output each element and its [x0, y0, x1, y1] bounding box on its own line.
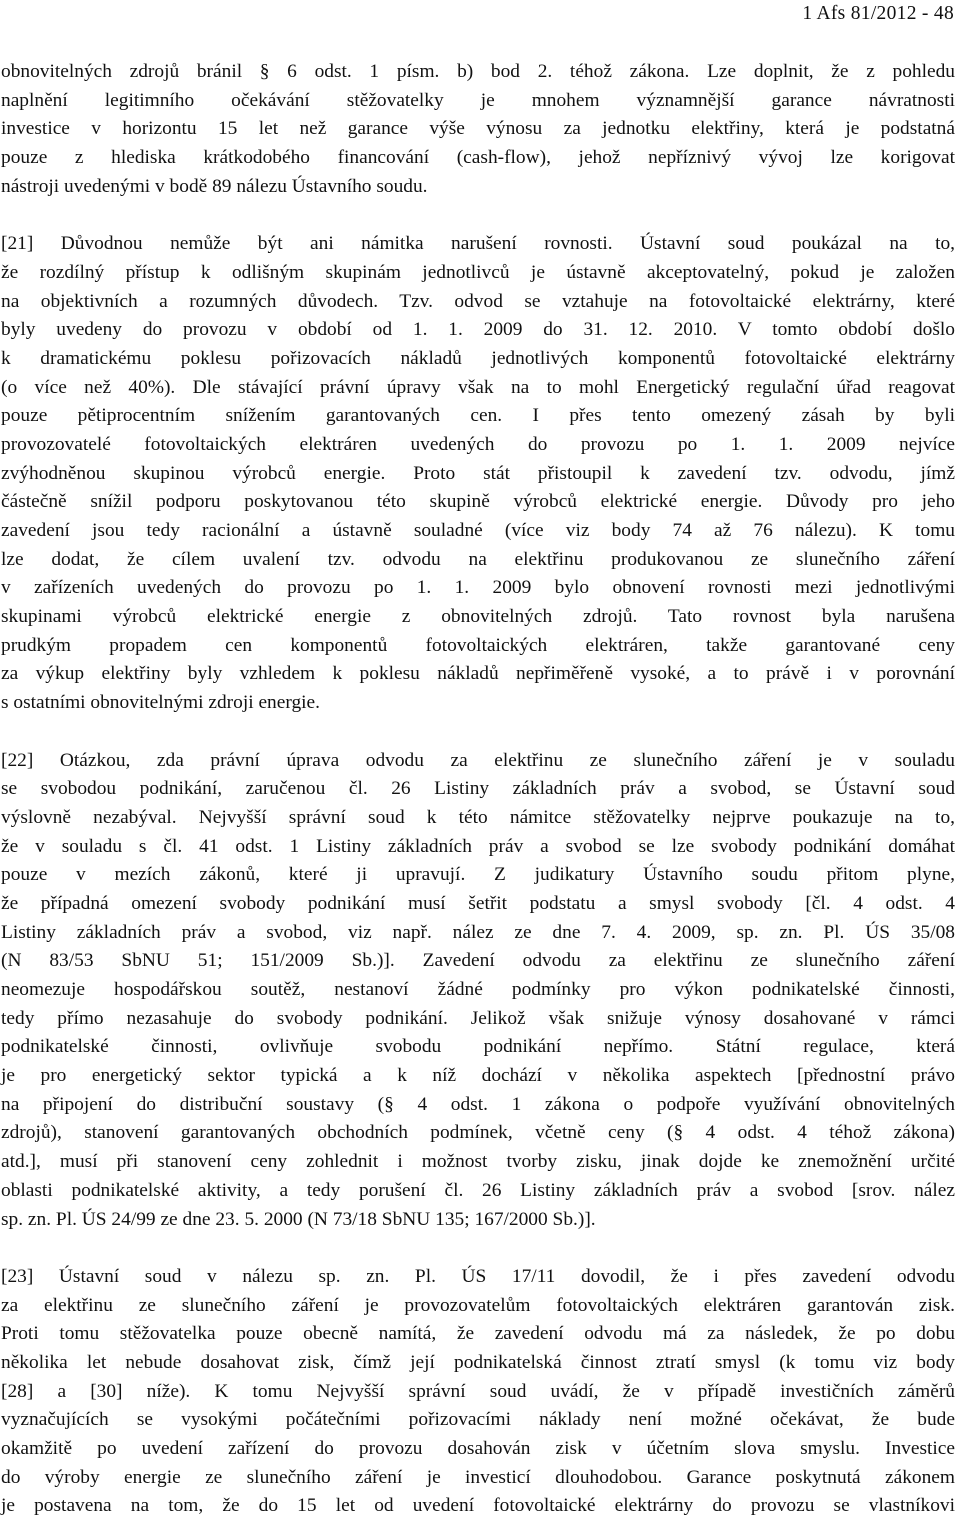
- text-line: je pro energetický sektor typická a k níž dochází v několika aspektech [přednostní právo: [1, 1065, 955, 1087]
- text-line: byly uvedeny do provozu v období od 1. 1. 2009 do 31. 12. 2010. V tomto období došlo: [1, 319, 955, 341]
- text-line: částečně snížil podporu poskytovanou této skupině výrobců elektrické energie. Důvody pro jeho: [1, 491, 955, 513]
- text-line: s ostatními obnovitelnými zdroji energie.: [1, 692, 320, 714]
- text-line: [21] Důvodnou nemůže být ani námitka narušení rovnosti. Ústavní soud poukázal na to,: [1, 233, 955, 255]
- text-line: tedy přímo nezasahuje do svobody podnikání. Jelikož však snižuje výnosy dosahované v rámci: [1, 1007, 955, 1029]
- text-line: k dramatickému poklesu pořizovacích nákladů jednotlivých komponentů fotovoltaické elektrárny: [1, 347, 955, 369]
- text-line: obnovitelných zdrojů bránil § 6 odst. 1 písm. b) bod 2. téhož zákona. Lze doplnit, že z pohledu: [1, 61, 955, 82]
- text-line: zavedení jsou tedy racionální a ústavně souladné (více viz body 74 až 76 nálezu). K tomu: [1, 520, 955, 541]
- paragraph-gap: [1, 1234, 955, 1263]
- text-line: [28] a [30] níže). K tomu Nejvyšší správní soud uvádí, že v případě investičních záměrů: [1, 1380, 955, 1402]
- text-line: provozovatelé fotovoltaických elektráren uvedených do provozu po 1. 1. 2009 nejvíce: [1, 433, 955, 455]
- text-line: za elektřinu ze slunečního záření je provozovatelům fotovoltaických elektráren garantován zisk.: [1, 1294, 955, 1316]
- text-line: Listiny základních práv a svobod, viz např. nález ze dne 7. 4. 2009, sp. zn. Pl. ÚS 35/08: [1, 921, 955, 943]
- text-line: skupinami výrobců elektrické energie z obnovitelných zdrojů. Tato rovnost byla narušena: [1, 606, 955, 628]
- text-line: pouze z hlediska krátkodobého financování (cash-flow), jehož nepříznivý vývoj lze korigovat: [1, 147, 955, 169]
- case-reference-header: 1 Afs 81/2012 - 48: [802, 3, 954, 24]
- text-line: [22] Otázkou, zda právní úprava odvodu za elektřinu ze slunečního záření je v souladu: [1, 749, 955, 771]
- text-line: lze dodat, že cílem uvalení tzv. odvodu na elektřinu produkovanou ze slunečního záření: [1, 548, 955, 570]
- text-line: za výkup elektřiny byly vzhledem k poklesu nákladů nepřiměřeně vysoké, a to právě i v porovnání: [1, 663, 955, 685]
- text-line: několika let nebude dosahovat zisk, čímž její podnikatelská činnost ztratí smysl (k tomu viz body: [1, 1351, 955, 1373]
- text-line: vyznačujících se vysokými počátečními pořizovacími náklady není možné očekávat, že bude: [1, 1409, 955, 1431]
- text-line: Proti tomu stěžovatelka pouze obecně namítá, že zavedení odvodu má za následek, že po dobu: [1, 1323, 955, 1345]
- text-line: že případná omezení svobody podnikání musí šetřit podstatu a smysl svobody [čl. 4 odst. 4: [1, 892, 955, 914]
- paragraph-gap: [1, 201, 955, 230]
- text-line: podnikatelské činnosti, ovlivňuje svobodu podnikání nepřímo. Státní regulace, která: [1, 1036, 955, 1058]
- text-line: pouze v mezích zákonů, které ji upravují. Z judikatury Ústavního soudu přitom plyne,: [1, 864, 955, 886]
- text-line: že v souladu s čl. 41 odst. 1 Listiny základních práv a svobod se lze svobody podnikání domáhat: [1, 835, 955, 857]
- text-line: oblasti podnikatelské aktivity, a tedy porušení čl. 26 Listiny základních práv a svobod [srov. nález: [1, 1179, 955, 1201]
- text-line: investice v horizontu 15 let než garance výše výnosu za jednotku elektřiny, která je podstatná: [1, 118, 955, 140]
- text-line: že rozdílný přístup k odlišným skupinám jednotlivců je ústavně akceptovatelný, pokud je založen: [1, 261, 955, 283]
- text-line: se svobodou podnikání, zaručenou čl. 26 Listiny základních práv a svobod, se Ústavní soud: [1, 778, 955, 800]
- document-body: [1, 58, 955, 1521]
- paragraph-gap: [1, 718, 955, 747]
- text-line: (o více než 40%). Dle stávající právní úpravy však na to mohl Energetický regulační úřad reagovat: [1, 376, 955, 398]
- text-line: okamžitě po uvedení zařízení do provozu dosahován zisk v účetním slova smyslu. Investice: [1, 1438, 955, 1459]
- text-line: zdrojů), stanovení garantovaných obchodních podmínek, včetně ceny (§ 4 odst. 4 téhož zákona): [1, 1122, 955, 1144]
- text-line: naplnění legitimního očekávání stěžovatelky je mnohem významnější garance návratnosti: [1, 89, 955, 111]
- text-line: na objektivních a rozumných důvodech. Tzv. odvod se vztahuje na fotovoltaické elektrárny, které: [1, 290, 955, 312]
- text-line: na připojení do distribuční soustavy (§ 4 odst. 1 zákona o podpoře využívání obnovitelných: [1, 1093, 955, 1115]
- text-line: [23] Ústavní soud v nálezu sp. zn. Pl. ÚS 17/11 dovodil, že i přes zavedení odvodu: [1, 1265, 955, 1287]
- text-line: zvýhodněnou skupinou výrobců energie. Proto stát přistoupil k zavedení tzv. odvodu, jímž: [1, 462, 955, 484]
- text-line: prudkým propadem cen komponentů fotovoltaických elektráren, takže garantované ceny: [1, 634, 955, 656]
- text-line: pouze pětiprocentním snížením garantovaných cen. I přes tento omezený zásah by byli: [1, 405, 955, 427]
- text-line: je postavena na tom, že do 15 let od uvedení fotovoltaické elektrárny do provozu se vlastníkovi: [1, 1495, 955, 1517]
- text-line: atd.], musí při stanovení ceny zohlednit i možnost tvorby zisku, jinak dojde ke znemožnění určité: [1, 1151, 955, 1173]
- text-line: neomezuje hospodářskou soutěž, nestanoví žádné podmínky pro výkon podnikatelské činnosti,: [1, 979, 955, 1000]
- text-line: do výroby energie ze slunečního záření je investicí dlouhodobou. Garance poskytnutá zákonem: [1, 1466, 955, 1488]
- text-line: (N 83/53 SbNU 51; 151/2009 Sb.)]. Zavedení odvodu za elektřinu ze slunečního záření: [1, 950, 955, 972]
- text-line: v zařízeních uvedených do provozu po 1. 1. 2009 bylo obnovení rovnosti mezi jednotlivými: [1, 577, 955, 599]
- text-line: výslovně nezabýval. Nejvyšší správní soud k této námitce stěžovatelky nejprve poukazuje na to,: [1, 806, 955, 828]
- text-line: nástroji uvedenými v bodě 89 nálezu Ústavního soudu.: [1, 175, 428, 197]
- text-line: sp. zn. Pl. ÚS 24/99 ze dne 23. 5. 2000 (N 73/18 SbNU 135; 167/2000 Sb.)].: [1, 1208, 596, 1230]
